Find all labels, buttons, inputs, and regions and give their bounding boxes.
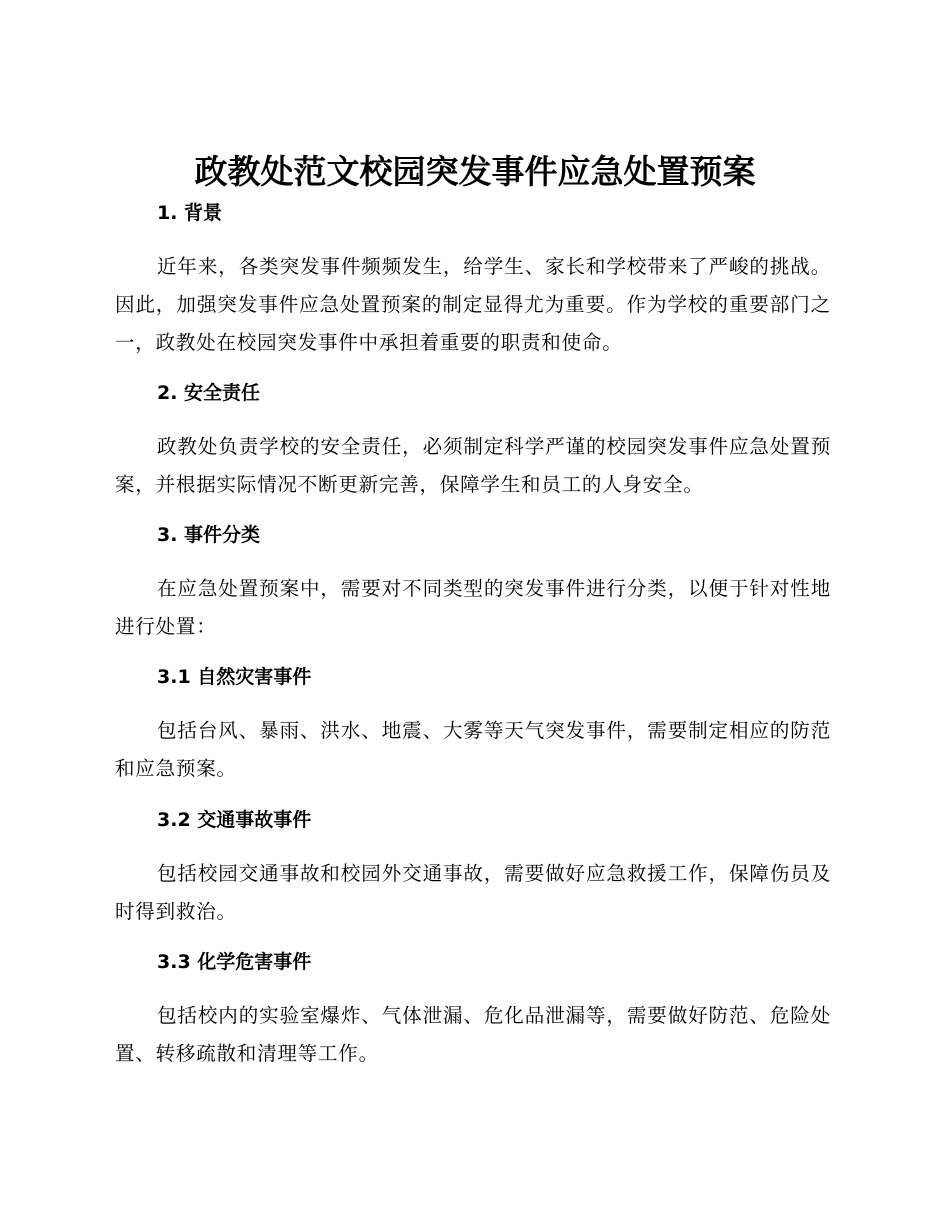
section-heading-safety-responsibility: 2. 安全责任 [157,382,261,404]
section-paragraph-event-classification: 在应急处置预案中，需要对不同类型的突发事件进行分类，以便于针对性地进行处置： [115,577,831,638]
section-heading-event-classification: 3. 事件分类 [157,524,261,546]
section-heading-natural-disaster: 3.1 自然灾害事件 [157,666,312,688]
section-paragraph-safety-responsibility: 政教处负责学校的安全责任，必须制定科学严谨的校园突发事件应急处置预案，并根据实际情况不断更新完善，保障学生和员工的人身安全。 [115,435,831,496]
section-paragraph-natural-disaster: 包括台风、暴雨、洪水、地震、大雾等天气突发事件，需要制定相应的防范和应急预案。 [115,719,831,780]
section-heading-chemical-hazard: 3.3 化学危害事件 [157,951,312,973]
section-heading-traffic-accident: 3.2 交通事故事件 [157,809,312,831]
section-paragraph-chemical-hazard: 包括校内的实验室爆炸、气体泄漏、危化品泄漏等，需要做好防范、危险处置、转移疏散和清理等工作。 [115,1004,831,1065]
section-heading-background: 1. 背景 [157,202,223,224]
section-paragraph-traffic-accident: 包括校园交通事故和校园外交通事故，需要做好应急救援工作，保障伤员及时得到救治。 [115,862,831,923]
section-paragraph-background: 近年来，各类突发事件频频发生，给学生、家长和学校带来了严峻的挑战。因此，加强突发事件应急处置预案的制定显得尤为重要。作为学校的重要部门之一，政教处在校园突发事件中承担着重要的职责和使命。 [115,255,831,354]
document-title: 政教处范文校园突发事件应急处置预案 [194,152,756,191]
